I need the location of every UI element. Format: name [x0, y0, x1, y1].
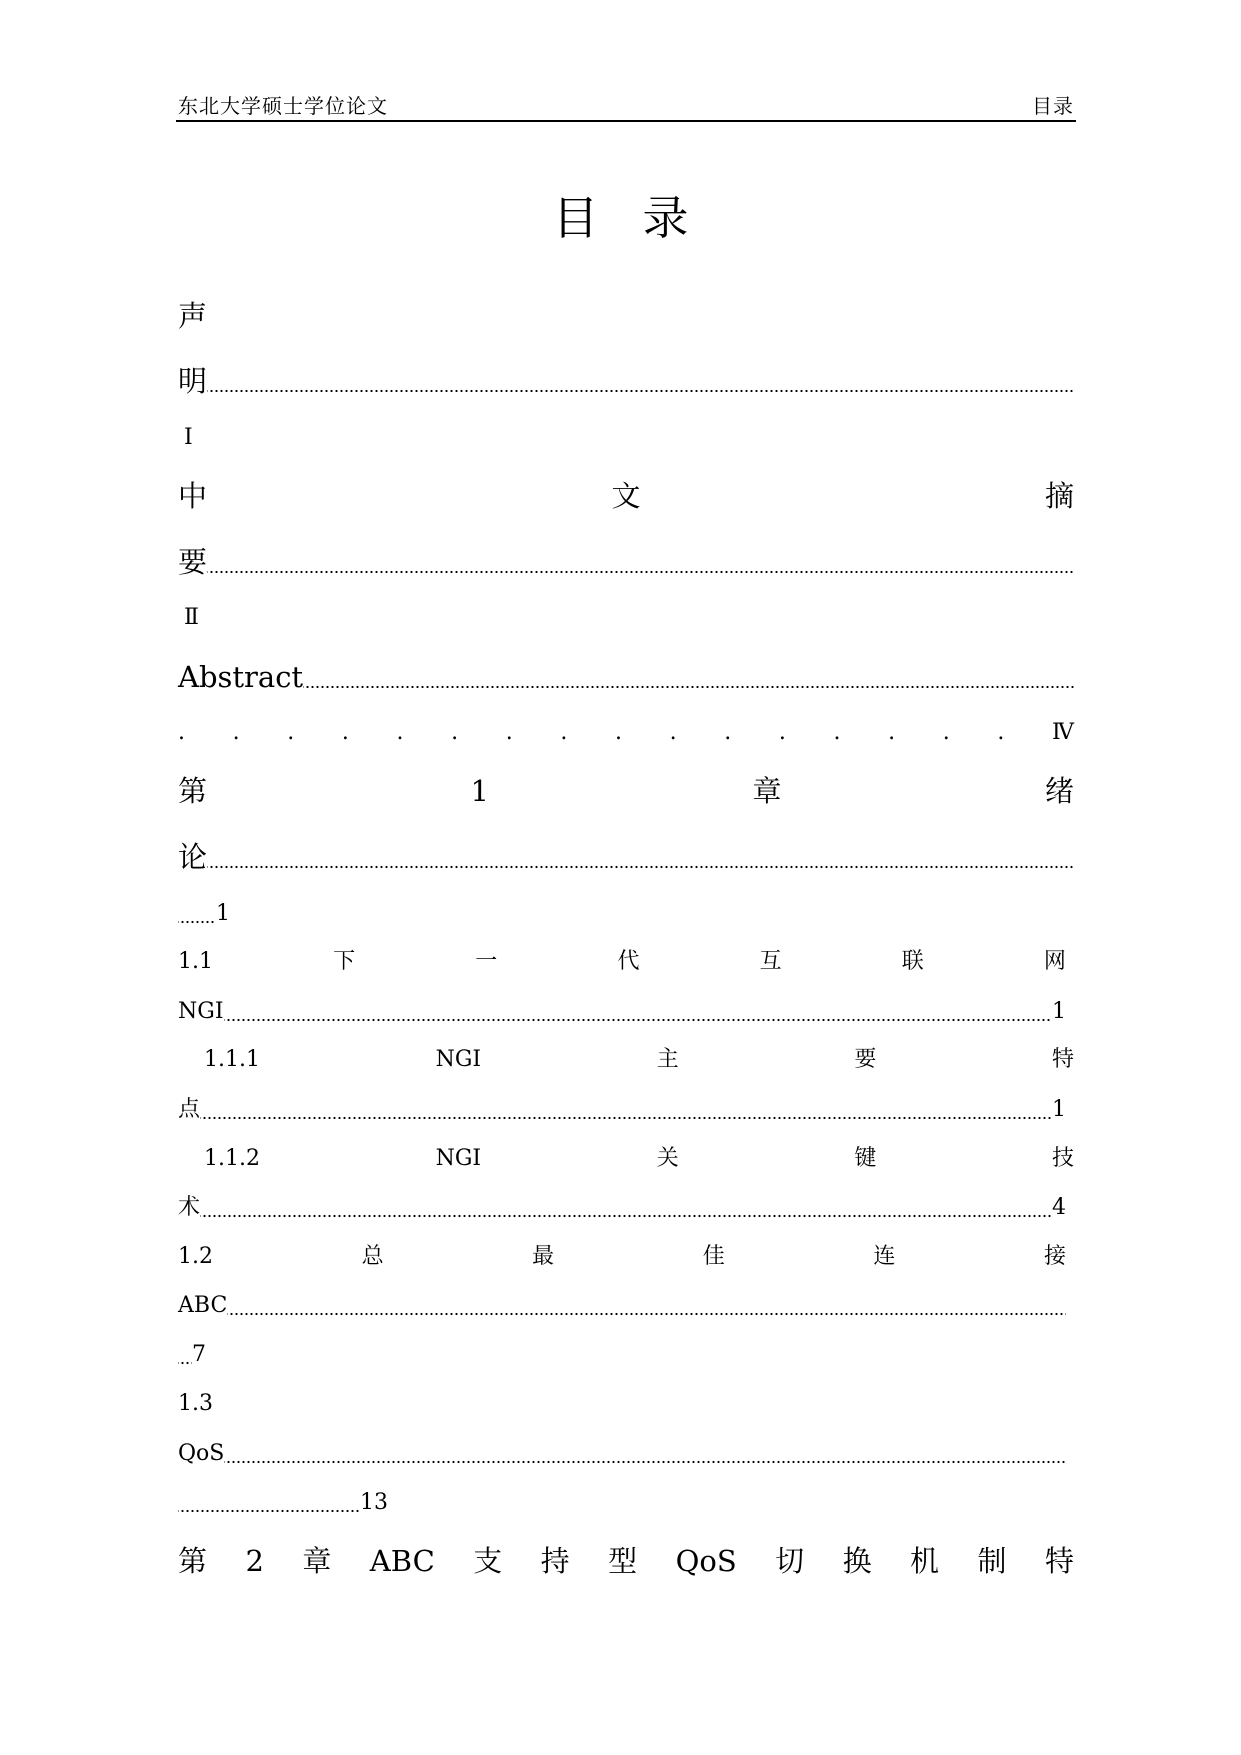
dot-leader: [200, 1090, 1052, 1130]
toc-text: 声: [178, 299, 208, 333]
toc-line: [204, 1139, 1074, 1179]
toc-dot: .: [669, 720, 677, 745]
toc-dot: .: [888, 720, 896, 745]
toc-token: 1.1.1: [204, 1047, 260, 1072]
toc-text: 1.3: [178, 1391, 213, 1416]
dot-leader: [178, 1335, 192, 1375]
toc-line: [178, 1483, 1074, 1523]
toc-dot: .: [560, 720, 568, 745]
toc-page-number: Ⅳ: [1052, 720, 1074, 745]
toc-page-number: 1: [216, 901, 230, 926]
toc-line: [178, 837, 1074, 877]
toc-token: 章: [302, 1544, 332, 1578]
toc-token: 联: [901, 949, 924, 974]
toc-dot: .: [833, 720, 841, 745]
toc-text: Abstract: [178, 660, 304, 694]
toc-token: 制: [977, 1544, 1007, 1578]
toc-line: [178, 657, 1074, 697]
toc-token: 总: [361, 1244, 384, 1269]
toc-token: 1.1: [178, 949, 213, 974]
dot-leader: [224, 1434, 1066, 1474]
toc-line: [178, 598, 1074, 638]
toc-token: 第: [178, 1544, 208, 1578]
toc-token: 章: [752, 774, 782, 808]
toc-token: 支: [473, 1544, 503, 1578]
toc-token: 佳: [702, 1244, 725, 1269]
toc-text: 要: [178, 545, 208, 579]
toc-dot: .: [396, 720, 404, 745]
toc-token: 关: [656, 1146, 679, 1171]
toc-token: 2: [245, 1544, 264, 1578]
toc-token: 绪: [1044, 774, 1074, 808]
toc-token: 代: [617, 949, 640, 974]
toc-page-number: Ⅱ: [184, 605, 199, 630]
toc-token: 一: [475, 949, 498, 974]
toc-token: 下: [333, 949, 356, 974]
toc-dot: .: [178, 720, 185, 745]
dot-leader: [207, 361, 1074, 401]
toc-line: [178, 992, 1066, 1032]
toc-token: 1: [470, 774, 489, 808]
toc-dot: .: [341, 720, 349, 745]
toc-token: 连: [873, 1244, 896, 1269]
toc-line: [204, 1040, 1074, 1080]
toc-token: QoS: [675, 1544, 737, 1578]
toc-line: [178, 1188, 1066, 1228]
title-char-1: 目: [552, 191, 599, 245]
toc-line: [178, 418, 1074, 458]
toc-token: ABC: [369, 1544, 435, 1578]
toc-dot: .: [505, 720, 513, 745]
toc-token: 特: [1044, 1544, 1074, 1578]
toc-token: 文: [611, 479, 641, 513]
toc-page-number: 1: [1052, 1097, 1066, 1122]
toc-line: [178, 894, 1074, 934]
toc-token: 中: [178, 479, 208, 513]
toc-line: [178, 1335, 1074, 1375]
toc-text: ABC: [178, 1293, 228, 1318]
dot-leader: [200, 1188, 1052, 1228]
toc-token: 互: [759, 949, 782, 974]
toc-token: NGI: [435, 1047, 482, 1072]
toc-token: 网: [1043, 949, 1066, 974]
toc-text: 点: [178, 1097, 201, 1122]
toc-page-number: 1: [1052, 999, 1066, 1024]
toc-dot: .: [942, 720, 950, 745]
toc-dot: .: [997, 720, 1005, 745]
toc-token: 最: [532, 1244, 555, 1269]
toc-line: [178, 771, 1074, 811]
dot-leader: [207, 542, 1074, 582]
toc-dot: .: [778, 720, 786, 745]
toc-line: [178, 1384, 1074, 1424]
toc-token: 主: [656, 1047, 679, 1072]
dot-leader: [178, 894, 216, 934]
toc-token: 持: [540, 1544, 570, 1578]
toc-token: 要: [854, 1047, 877, 1072]
title-char-2: 录: [642, 191, 689, 245]
toc-dot: .: [232, 720, 240, 745]
toc-text: 明: [178, 364, 208, 398]
toc-page-number: 4: [1052, 1195, 1066, 1220]
toc-text: NGI: [178, 999, 224, 1024]
toc-dot: .: [724, 720, 732, 745]
toc-token: 换: [842, 1544, 872, 1578]
toc-token: 第: [178, 774, 208, 808]
dot-leader: [207, 837, 1074, 877]
toc-dot: .: [451, 720, 459, 745]
toc-token: 键: [854, 1146, 877, 1171]
dot-leader: [227, 1286, 1066, 1326]
toc-token: 切: [775, 1544, 805, 1578]
toc-line: [178, 713, 1074, 753]
toc-line: [178, 1434, 1066, 1474]
toc-page-number: Ⅰ: [184, 425, 193, 450]
toc-line: [178, 361, 1074, 401]
dot-leader: [303, 657, 1074, 697]
toc-line: [178, 296, 1074, 336]
toc-text: 术: [178, 1195, 201, 1220]
toc-line: [178, 942, 1066, 982]
toc-dot: .: [287, 720, 295, 745]
toc-line: [178, 1237, 1066, 1277]
toc-line: [178, 476, 1074, 516]
page-title: [0, 188, 1241, 248]
toc-token: 摘: [1044, 479, 1074, 513]
dot-leader: [224, 992, 1052, 1032]
toc-line: [178, 1286, 1066, 1326]
dot-leader: [178, 1483, 360, 1523]
toc-page-number: 7: [192, 1342, 206, 1367]
toc-token: 特: [1051, 1047, 1074, 1072]
toc-dot: .: [615, 720, 622, 745]
header-thesis-title: 东北大学硕士学位论文: [178, 93, 388, 118]
header-section-name: 目录: [1032, 93, 1074, 118]
toc-token: 技: [1051, 1146, 1074, 1171]
toc-line: [178, 542, 1074, 582]
toc-token: 1.2: [178, 1244, 213, 1269]
toc-page-number: 13: [360, 1490, 388, 1515]
toc-text: 论: [178, 840, 208, 874]
toc-token: 机: [910, 1544, 940, 1578]
toc-token: 型: [608, 1544, 638, 1578]
toc-text: QoS: [178, 1441, 225, 1466]
toc-token: NGI: [435, 1146, 482, 1171]
toc-token: 1.1.2: [204, 1146, 260, 1171]
toc-token: 接: [1043, 1244, 1066, 1269]
toc-line: [178, 1541, 1074, 1581]
toc-line: [178, 1090, 1066, 1130]
running-header: [178, 90, 1074, 118]
header-rule: [176, 120, 1076, 122]
